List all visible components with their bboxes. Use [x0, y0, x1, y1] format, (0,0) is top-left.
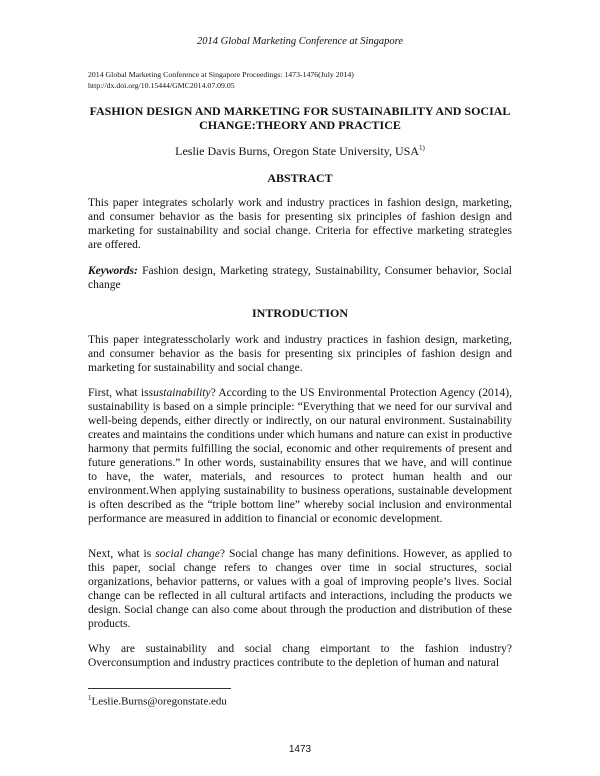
intro-paragraph-3 [88, 547, 512, 631]
p2-start: First, what is [88, 387, 149, 399]
footnote-email[interactable]: Leslie.Burns@oregonstate.edu [91, 695, 227, 708]
intro-paragraph-2 [88, 386, 512, 526]
abstract-heading: ABSTRACT [267, 171, 333, 185]
intro-paragraph-4: Why are sustainability and social chang eimportant to the fashion industry? Overconsumption and industry practices contribute to the depletion of human and natural [88, 643, 512, 669]
author-text: Leslie Davis Burns, Oregon State University, USA [175, 144, 419, 158]
keywords [88, 264, 512, 292]
p2-rest: ? According to the US Environmental Protection Agency (2014), sustainability is based on a simple principle: “Everything that we need for our survival and well-being depends, either directly or indirectly, on our natural environment. Sustainability creates and maintains the conditions under which humans and nature can exist in productive harmony that permits fulfilling the social, economic and other requirements of present and future generations.” In other words, sustainability ensures that we have, and will continue to have, the water, materials, and resources to protect human health and our environment.When applying sustainability to business operations, sustainable development is often described as the “triple bottom line” whereby social inclusion and environmental performance are measured in addition to financial or economic development. [88, 387, 512, 525]
title-line-2: CHANGE:THEORY AND PRACTICE [199, 118, 401, 132]
footnote-mark: 1 [88, 694, 92, 702]
page-number: 1473 [288, 744, 312, 755]
keywords-label: Keywords: [88, 265, 138, 277]
doi-link[interactable]: http://dx.doi.org/10.15444/GMC2014.07.09.05 [88, 80, 235, 90]
intro-paragraph-1: This paper integratesscholarly work and industry practices in fashion design, marketing, and consumer behavior as the basis for presenting six principles of fashion design and marketing for sustainability and social change. [88, 334, 512, 374]
footnote [88, 694, 227, 708]
keywords-text: Fashion design, Marketing strategy, Sustainability, Consumer behavior, Social change [88, 265, 512, 291]
title-line-1: FASHION DESIGN AND MARKETING FOR SUSTAINABILITY AND SOCIAL [89, 104, 511, 118]
footnote-divider [88, 688, 231, 689]
abstract-text: This paper integrates scholarly work and industry practices in fashion design, marketing, and consumer behavior as the basis for presenting six principles of fashion design and marketing for sustainability and social change. Criteria for effective marketing strategies are offered. [88, 197, 512, 251]
paper-title [88, 104, 512, 132]
social-change-term: social change [155, 548, 220, 560]
p3-start: Next, what is [88, 548, 156, 560]
proceedings-info [88, 70, 354, 91]
author-line [88, 144, 512, 159]
introduction-heading: INTRODUCTION [251, 306, 348, 320]
running-header: 2014 Global Marketing Conference at Singapore [197, 36, 403, 47]
p3-rest: ? Social change has many definitions. However, as applied to this paper, social change refers to changes over time in social structures, social organizations, behavior patterns, or values with a goal of improving people’s lives. Social change can be reflected in all cultural artifacts and interactions, including the products we design. Social change can also come about through the production and distribution of these products. [88, 548, 512, 630]
author-footnote-mark: 1) [419, 144, 425, 152]
proceedings-citation: 2014 Global Marketing Conference at Singapore Proceedings: 1473-1476(July 2014) [88, 70, 354, 79]
sustainability-term: sustainability [148, 387, 211, 399]
